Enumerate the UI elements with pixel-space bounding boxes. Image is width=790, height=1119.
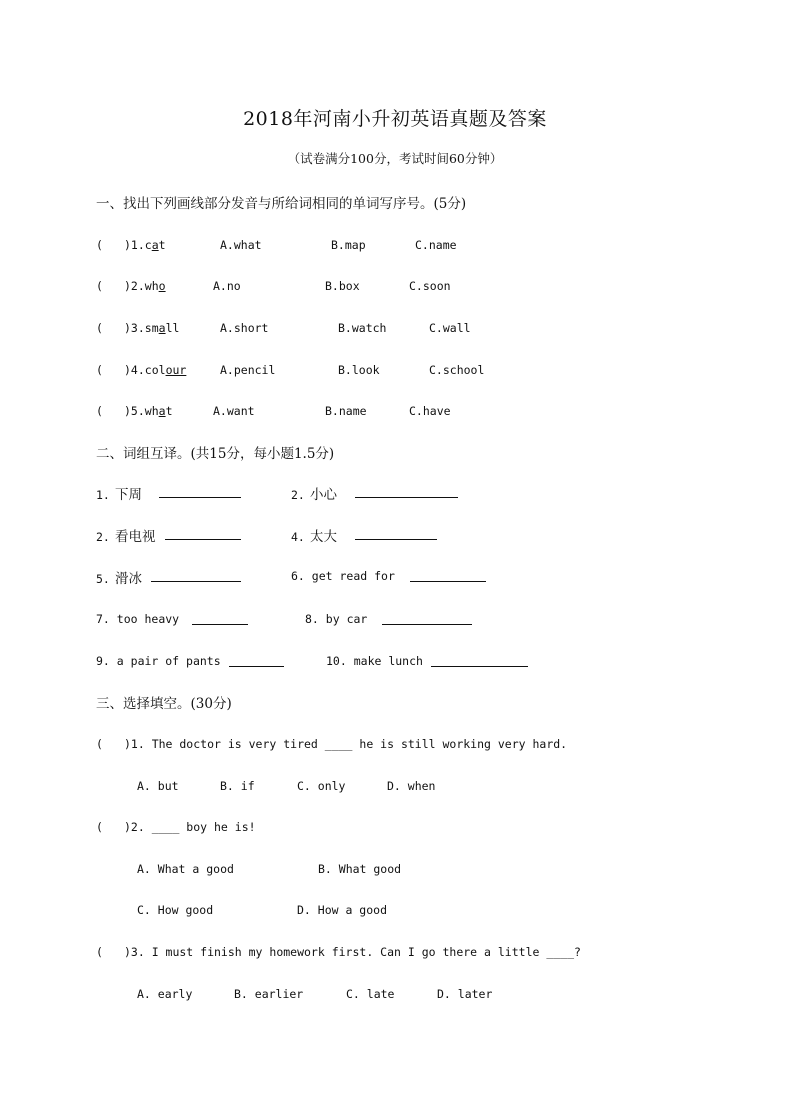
s3-q1-stem: )1. The doctor is very tired ____ he is still working very hard.: [124, 737, 568, 751]
s2-item-7: 7. too heavy: [96, 612, 180, 626]
s2-item-5-blank[interactable]: [151, 569, 241, 582]
s3-q3-option-b: B. earlier: [234, 987, 304, 1001]
s1-q2-option-a: A.no: [213, 279, 241, 293]
s1-q2-word: )2.who: [124, 279, 166, 293]
s2-item-1: 1. 下周: [96, 487, 142, 503]
s1-q1-option-c: C.name: [415, 238, 457, 252]
s2-item-3-blank[interactable]: [165, 527, 241, 540]
s3-q1-option-b: B. if: [220, 779, 255, 793]
s3-q3-option-c: C. late: [346, 987, 395, 1001]
s3-q2-option-c: C. How good: [137, 903, 214, 917]
s3-q1-paren: (: [96, 737, 103, 751]
s3-q2-stem: )2. ____ boy he is!: [124, 820, 256, 834]
page-subtitle: （试卷满分100分，考试时间60分钟）: [287, 151, 503, 166]
s1-q5-word: )5.what: [124, 404, 173, 418]
s2-item-8-blank[interactable]: [382, 612, 472, 625]
s3-q2-option-d: D. How a good: [297, 903, 388, 917]
s2-item-10-blank[interactable]: [431, 654, 528, 667]
s2-item-9: 9. a pair of pants: [96, 654, 221, 668]
s2-item-4: 4. 太大: [291, 529, 337, 545]
section2-heading: 二、词组互译。(共15分，每小题1.5分): [96, 446, 335, 462]
s3-q3-option-d: D. later: [437, 987, 493, 1001]
s3-q1-option-a: A. but: [137, 779, 179, 793]
s1-q1-option-a: A.what: [220, 238, 262, 252]
s1-q3-option-a: A.short: [220, 321, 269, 335]
s2-item-8: 8. by car: [305, 612, 368, 626]
s2-item-3: 2. 看电视: [96, 529, 156, 545]
s1-q3-paren: (: [96, 321, 103, 335]
s1-q2-paren: (: [96, 279, 103, 293]
s1-q4-option-a: A.pencil: [220, 363, 276, 377]
s2-item-10: 10. make lunch: [326, 654, 423, 668]
s3-q1-option-d: D. when: [387, 779, 436, 793]
s3-q2-option-a: A. What a good: [137, 862, 234, 876]
s1-q5-option-b: B.name: [325, 404, 367, 418]
s2-item-6: 6. get read for: [291, 569, 395, 583]
s1-q1-paren: (: [96, 238, 103, 252]
s1-q4-option-b: B.look: [338, 363, 380, 377]
s2-item-2: 2. 小心: [291, 487, 337, 503]
s1-q3-option-b: B.watch: [338, 321, 387, 335]
s3-q2-paren: (: [96, 820, 103, 834]
s2-item-5: 5. 滑冰: [96, 571, 142, 587]
s3-q2-option-b: B. What good: [318, 862, 402, 876]
s3-q3-stem: )3. I must finish my homework first. Can I go there a little ____?: [124, 945, 581, 959]
s2-item-1-blank[interactable]: [159, 485, 241, 498]
s1-q4-option-c: C.school: [429, 363, 485, 377]
s3-q1-option-c: C. only: [297, 779, 346, 793]
s2-item-6-blank[interactable]: [410, 569, 486, 582]
s1-q4-paren: (: [96, 363, 103, 377]
page-title: 2018年河南小升初英语真题及答案: [243, 108, 547, 130]
s1-q5-option-a: A.want: [213, 404, 255, 418]
s1-q3-option-c: C.wall: [429, 321, 471, 335]
s3-q3-option-a: A. early: [137, 987, 193, 1001]
s1-q1-word: )1.cat: [124, 238, 166, 252]
s1-q1-option-b: B.map: [331, 238, 366, 252]
s1-q4-word: )4.colour: [124, 363, 187, 377]
s1-q5-paren: (: [96, 404, 103, 418]
s2-item-9-blank[interactable]: [229, 654, 284, 667]
s1-q2-option-b: B.box: [325, 279, 360, 293]
s1-q3-word: )3.small: [124, 321, 180, 335]
s1-q2-option-c: C.soon: [409, 279, 451, 293]
s1-q5-option-c: C.have: [409, 404, 451, 418]
s2-item-4-blank[interactable]: [355, 527, 437, 540]
s3-q3-paren: (: [96, 945, 103, 959]
s2-item-2-blank[interactable]: [355, 485, 458, 498]
section1-heading: 一、找出下列画线部分发音与所给词相同的单词写序号。(5分): [96, 196, 467, 212]
section3-heading: 三、选择填空。(30分): [96, 696, 232, 712]
s2-item-7-blank[interactable]: [192, 612, 248, 625]
